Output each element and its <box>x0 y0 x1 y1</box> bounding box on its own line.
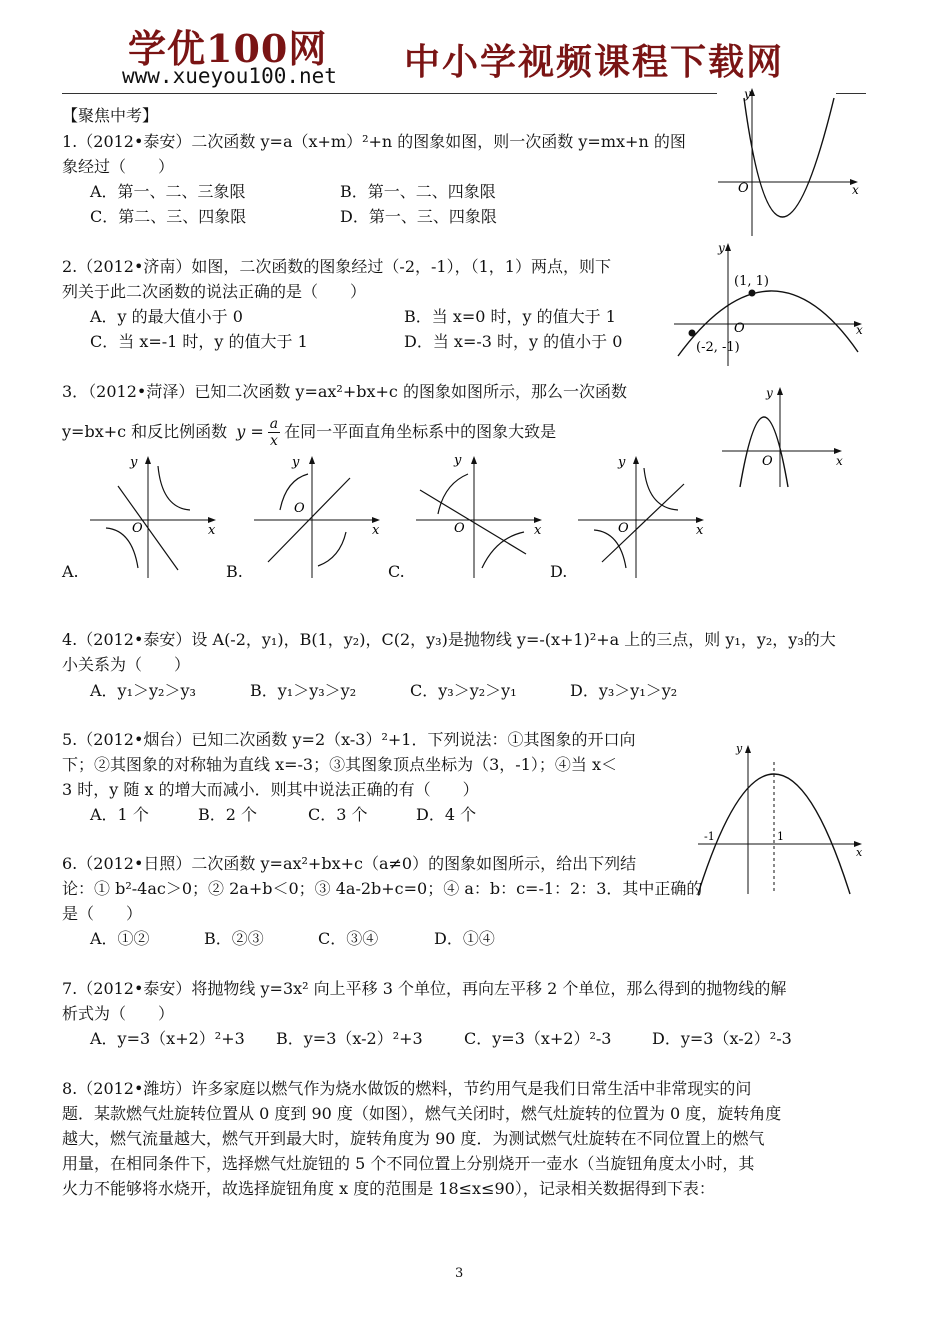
svg-text:y: y <box>130 455 138 470</box>
header-rule <box>62 93 717 94</box>
q1-figure <box>714 86 864 241</box>
q1-option-a: A．第一、二、三象限 <box>90 182 246 201</box>
q2-line1: 2.（2012•济南）如图，二次函数的图象经过（-2，-1），（1，1）两点，则下 <box>62 257 611 276</box>
q8-line3: 越大，燃气流量越大，燃气开到最大时，旋转角度为 90 度．为测试燃气灶旋转在不同位置上的燃气 <box>62 1129 765 1148</box>
q4-option-c: C．y₃＞y₂＞y₁ <box>410 681 517 700</box>
q1-origin: O <box>738 181 749 196</box>
q7-option-b: B．y=3（x-2）²+3 <box>276 1029 423 1048</box>
q2-origin: O <box>734 321 745 336</box>
q6-figure <box>694 738 870 898</box>
q3-option-a: A. <box>62 562 79 581</box>
q2-option-d: D．当 x=-3 时，y 的值小于 0 <box>404 332 623 351</box>
svg-text:O: O <box>132 521 143 536</box>
q3-origin: O <box>762 454 773 469</box>
q6-axis-y: y <box>736 742 743 755</box>
q6-line1: 6.（2012•日照）二次函数 y=ax²+bx+c（a≠0）的图象如图所示，给出下列结 <box>62 854 637 873</box>
q3-fraction: $\frac{a}{x}$ <box>269 416 279 449</box>
q1-axis-y: y <box>744 87 751 101</box>
logo-text: 学优100网 <box>128 26 328 71</box>
q2-option-b: B．当 x=0 时，y 的值大于 1 <box>404 307 616 326</box>
q3-option-c: C. <box>388 562 405 581</box>
q3-option-b-graph <box>250 450 388 580</box>
q1-line2: 象经过（ ） <box>62 157 175 176</box>
q3-option-c-graph <box>412 450 550 580</box>
page-number: 3 <box>455 1266 464 1281</box>
svg-text:y: y <box>454 453 462 468</box>
q3-line2-a: y=bx+c 和反比例函数 <box>62 422 228 441</box>
q3-line2 <box>62 416 556 449</box>
svg-text:O: O <box>454 521 465 536</box>
q8-line2: 题．某款燃气灶旋转位置从 0 度到 90 度（如图），燃气关闭时，燃气灶旋转的位置为 0 度，旋转角度 <box>62 1104 782 1123</box>
svg-text:y: y <box>292 455 300 470</box>
q4-option-a: A．y₁＞y₂＞y₃ <box>90 681 196 700</box>
svg-text:x: x <box>696 523 704 538</box>
q1-line1: 1.（2012•泰安）二次函数 y=a（x+m）²+n 的图象如图，则一次函数 y=mx+n 的图 <box>62 132 686 151</box>
q6-option-c: C．③④ <box>318 929 379 948</box>
q4-line1: 4.（2012•泰安）设 A(-2，y₁)，B(1，y₂)，C(2，y₃)是抛物线 y=-(x+1)²+a 上的三点，则 y₁，y₂，y₃的大 <box>62 630 836 649</box>
q6-axis-x: x <box>856 846 863 859</box>
logo-url: www.xueyou100.net <box>122 64 337 88</box>
q3-line2-b: 在同一平面直角坐标系中的图象大致是 <box>284 422 557 441</box>
svg-text:O: O <box>618 521 629 536</box>
q8-line1: 8.（2012•潍坊）许多家庭以燃气作为烧水做饭的燃料，节约用气是我们日常生活中非常现实的问 <box>62 1079 752 1098</box>
site-slogan: 中小学视频课程下载网 <box>404 42 785 83</box>
svg-text:x: x <box>534 523 542 538</box>
q1-option-b: B．第一、二、四象限 <box>340 182 496 201</box>
q3-quadratic-figure <box>718 383 858 493</box>
q7-line1: 7.（2012•泰安）将抛物线 y=3x² 向上平移 3 个单位，再向左平移 2 个单位，那么得到的抛物线的解 <box>62 979 787 998</box>
q8-line4: 用量，在相同条件下，选择燃气灶旋钮的 5 个不同位置上分别烧开一壶水（当旋钮角度太小时，其 <box>62 1154 755 1173</box>
q6-option-a: A．①② <box>90 929 150 948</box>
svg-text:y: y <box>618 455 626 470</box>
q6-option-b: B．②③ <box>204 929 264 948</box>
svg-text:O: O <box>294 501 305 516</box>
q4-option-d: D．y₃＞y₁＞y₂ <box>570 681 678 700</box>
q7-option-a: A．y=3（x+2）²+3 <box>90 1029 245 1048</box>
q3-option-d-graph <box>574 450 712 580</box>
q1-axis-x: x <box>852 183 859 197</box>
q4-option-b: B．y₁＞y₃＞y₂ <box>250 681 357 700</box>
q5-option-c: C．3 个 <box>308 805 368 824</box>
q3-y-eq: y = <box>236 422 264 441</box>
q5-option-a: A．1 个 <box>90 805 149 824</box>
q2-option-a: A．y 的最大值小于 0 <box>90 307 243 326</box>
q6-label-pos1: 1 <box>777 830 784 843</box>
q5-line1: 5.（2012•烟台）已知二次函数 y=2（x-3）²+1．下列说法：①其图象的开口向 <box>62 730 636 749</box>
q7-option-c: C．y=3（x+2）²-3 <box>464 1029 612 1048</box>
q7-line2: 析式为（ ） <box>62 1004 175 1023</box>
q3-axis-x: x <box>836 454 843 468</box>
q3-option-b: B. <box>226 562 243 581</box>
q5-line3: 3 时，y 随 x 的增大而减小．则其中说法正确的有（ ） <box>62 780 479 799</box>
section-title: 【聚焦中考】 <box>62 106 159 125</box>
q3-option-a-graph <box>86 450 224 580</box>
svg-text:x: x <box>372 523 380 538</box>
q3-option-d: D. <box>550 562 568 581</box>
q5-option-b: B．2 个 <box>198 805 258 824</box>
q1-option-c: C．第二、三、四象限 <box>90 207 247 226</box>
q2-option-c: C．当 x=-1 时，y 的值大于 1 <box>90 332 308 351</box>
q2-axis-y: y <box>718 241 725 255</box>
q6-label-neg1: -1 <box>704 830 715 843</box>
q8-line5: 火力不能够将水烧开，故选择旋钮角度 x 度的范围是 18≤x≤90），记录相关数据得到下表： <box>62 1179 715 1198</box>
q6-line3: 是（ ） <box>62 904 143 923</box>
q3-line1: 3．（2012•菏泽）已知二次函数 y=ax²+bx+c 的图象如图所示，那么一次函数 <box>62 382 627 401</box>
q4-line2: 小关系为（ ） <box>62 655 191 674</box>
q2-point-label-bottom: (-2, -1) <box>696 340 740 355</box>
q1-option-d: D．第一、三、四象限 <box>340 207 497 226</box>
q6-line2: 论：① b²-4ac＞0；② 2a+b＜0；③ 4a-2b+c=0；④ a：b：c=-1：2：3．其中正确的 <box>62 879 703 898</box>
q5-line2: 下；②其图象的对称轴为直线 x=-3；③其图象顶点坐标为（3，-1）；④当 x＜ <box>62 755 617 774</box>
q7-option-d: D．y=3（x-2）²-3 <box>652 1029 792 1048</box>
q2-figure <box>672 238 868 368</box>
q2-point-label-top: (1, 1) <box>734 274 769 289</box>
q3-axis-y: y <box>766 386 773 400</box>
svg-text:x: x <box>208 523 216 538</box>
q2-line2: 列关于此二次函数的说法正确的是（ ） <box>62 282 367 301</box>
q5-option-d: D．4 个 <box>416 805 477 824</box>
q2-axis-x: x <box>856 323 863 337</box>
q6-option-d: D．①④ <box>434 929 495 948</box>
